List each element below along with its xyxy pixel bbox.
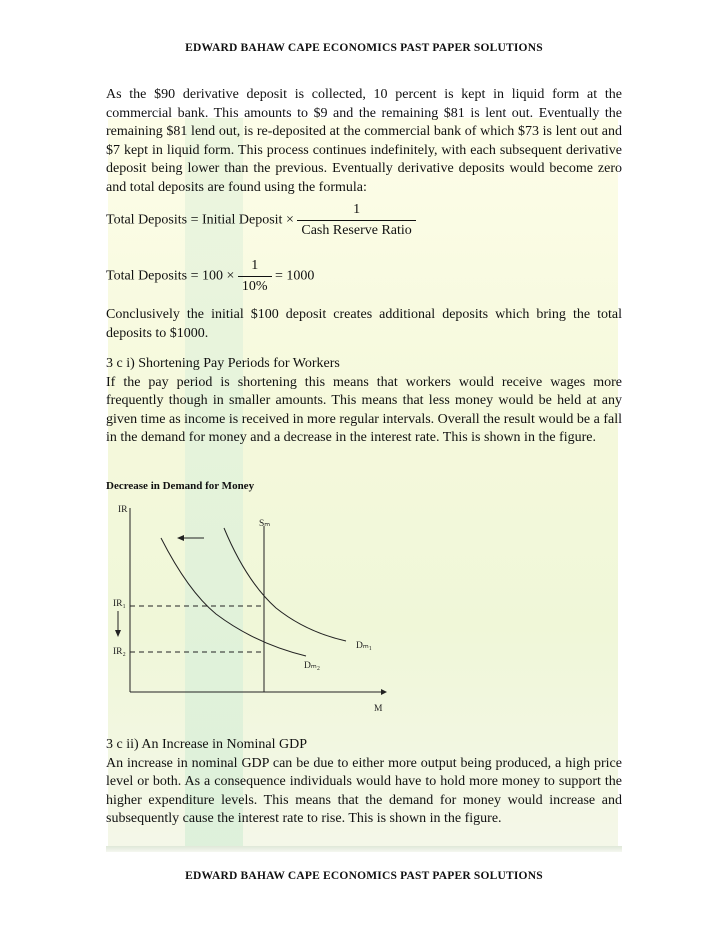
section-shortening-pay-periods — [106, 355, 622, 448]
x-axis-label: M — [374, 704, 383, 714]
page-header: EDWARD BAHAW CAPE ECONOMICS PAST PAPER SOLUTIONS — [185, 42, 543, 54]
formula-numerator: 1 — [238, 258, 272, 277]
section-body: If the pay period is shortening this means that workers would receive wages more frequently though in smaller amounts. This means that less money would be held at any given time as income is received in more regular intervals. Overall the result would be a fall in the demand for money and a decrease in the interest rate. This is shown in the figure. — [106, 374, 622, 445]
section-heading: 3 c i) Shortening Pay Periods for Workers — [106, 356, 340, 371]
ir1-label: IR₁ — [113, 599, 126, 609]
formula-denominator: 10% — [241, 279, 268, 294]
formula-lhs: Total Deposits = Initial Deposit × — [106, 212, 294, 228]
formula-fraction — [238, 258, 272, 295]
paragraph-multiplier-process: As the $90 derivative deposit is collected, 10 percent is kept in liquid form at the commercial bank. This amounts to $9 and the remaining $81 is lent out. Eventually the remaining $81 lend out, is re-deposited at the commercial bank of which $73 is lent out and $7 kept in liquid form. This process continues indefinitely, with each subsequent derivative deposit being lower than the previous. Eventually derivative deposits would become zero and total deposits are found using the formula: — [106, 87, 622, 195]
page-footer: EDWARD BAHAW CAPE ECONOMICS PAST PAPER SOLUTIONS — [185, 870, 543, 882]
demand-curve-original — [224, 528, 346, 641]
ir2-label: IR₂ — [113, 647, 126, 657]
formula-lhs: Total Deposits = 100 × — [106, 268, 235, 284]
formula-result: = 1000 — [275, 268, 315, 284]
arrow-down-icon — [115, 630, 121, 637]
money-demand-diagram — [106, 496, 406, 721]
demand-original-label: Dₘ₁ — [356, 641, 373, 651]
section-heading: 3 c ii) An Increase in Nominal GDP — [106, 737, 308, 752]
figure-title: Decrease in Demand for Money — [106, 480, 255, 492]
formula-numerator: 1 — [297, 202, 415, 221]
formula-total-deposits — [106, 202, 416, 239]
formula-fraction — [297, 202, 415, 239]
arrow-left-icon — [177, 535, 184, 541]
x-axis-arrow-icon — [381, 689, 387, 695]
demand-curve-new — [161, 538, 306, 656]
formula-total-deposits-example — [106, 258, 314, 295]
money-supply-label: Sₘ — [259, 519, 271, 529]
demand-new-label: Dₘ₂ — [304, 661, 321, 671]
section-increase-nominal-gdp — [106, 736, 622, 829]
formula-denominator: Cash Reserve Ratio — [301, 223, 412, 238]
paragraph-conclusion: Conclusively the initial $100 deposit creates additional deposits which bring the total deposits to $1000. — [106, 307, 622, 341]
y-axis-label: IR — [118, 505, 128, 515]
section-body: An increase in nominal GDP can be due to either more output being produced, a high price level or both. As a consequence individuals would have to hold more money to support the higher expenditure levels. This means that the demand for money would increase and subsequently cause the interest rate to rise. This is shown in the figure. — [106, 755, 622, 826]
bottom-divider — [106, 846, 622, 852]
